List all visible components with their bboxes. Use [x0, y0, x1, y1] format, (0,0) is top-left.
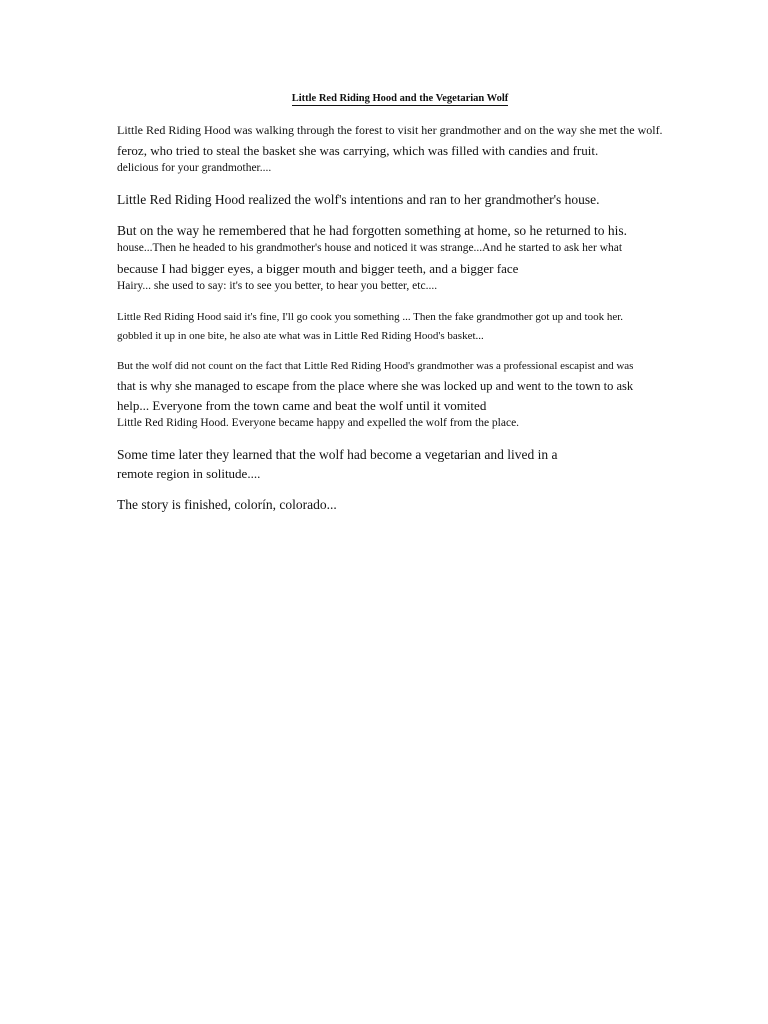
- text-line: But on the way he remembered that he had forgotten something at home, so he returned to his.: [117, 223, 627, 238]
- text-line: delicious for your grandmother....: [117, 162, 272, 174]
- text-line: Hairy... she used to say: it's to see you better, to hear you better, etc....: [117, 280, 438, 292]
- text-line: feroz, who tried to steal the basket she was carrying, which was filled with candies and fruit.: [117, 143, 599, 158]
- text-line: that is why she managed to escape from the place where she was locked up and went to the town to ask: [117, 379, 634, 393]
- text-line: The story is finished, colorín, colorado...: [117, 497, 337, 512]
- text-line: help... Everyone from the town came and beat the wolf until it vomited: [117, 398, 487, 413]
- text-line: Little Red Riding Hood. Everyone became happy and expelled the wolf from the place.: [117, 417, 520, 429]
- text-line: house...Then he headed to his grandmother's house and noticed it was strange...And he started to ask her what: [117, 242, 623, 254]
- text-line: because I had bigger eyes, a bigger mouth and bigger teeth, and a bigger face: [117, 261, 519, 276]
- text-line: But the wolf did not count on the fact that Little Red Riding Hood's grandmother was a professional escapist and was: [117, 360, 634, 372]
- document-title: Little Red Riding Hood and the Vegetarian Wolf: [291, 93, 509, 104]
- text-line: remote region in solitude....: [117, 466, 261, 481]
- text-line: Little Red Riding Hood said it's fine, I'll go cook you something ... Then the fake grandmother got up and took her.: [117, 311, 624, 323]
- text-line: Little Red Riding Hood realized the wolf's intentions and ran to her grandmother's house.: [117, 192, 600, 207]
- text-line: Some time later they learned that the wolf had become a vegetarian and lived in a: [117, 447, 558, 462]
- text-line: gobbled it up in one bite, he also ate what was in Little Red Riding Hood's basket...: [117, 330, 484, 342]
- text-line: Little Red Riding Hood was walking through the forest to visit her grandmother and on the way she met the wolf.: [117, 123, 663, 137]
